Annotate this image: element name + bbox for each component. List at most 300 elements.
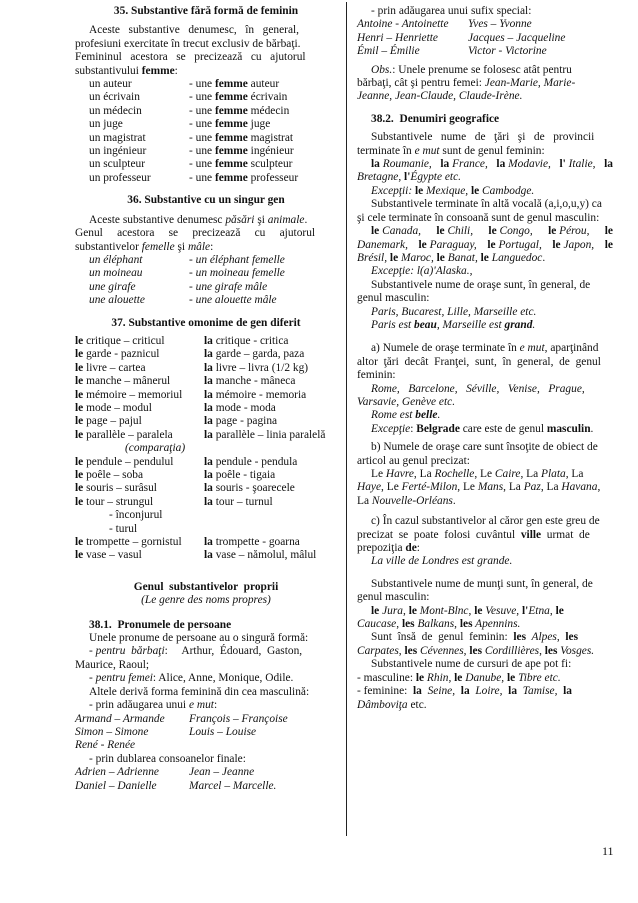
country [488, 225, 532, 238]
text-span: parallèle – paralela [83, 428, 173, 441]
article: le [604, 225, 613, 238]
article: le [555, 604, 564, 617]
article: la [496, 158, 506, 171]
article: le [548, 225, 557, 238]
section-37-title: 37. Substantive omonime de gen diferit [111, 316, 301, 329]
article: la [204, 348, 213, 361]
text-span: manche - mâneca [212, 375, 296, 388]
country [419, 239, 477, 252]
pa5: feminin: [357, 369, 396, 382]
pf4: Dâmboviţa etc. [357, 698, 427, 711]
article: le [488, 225, 497, 238]
country [496, 158, 550, 171]
list-item [75, 429, 337, 442]
text-span: souris - şoarecele [212, 482, 295, 495]
text-span: - une [189, 131, 215, 144]
s382-title: 38.2. Denumiri geografice [371, 112, 500, 125]
s35-intro-d: substantivului femme: [75, 64, 178, 77]
text-span: femme [214, 131, 248, 144]
city-name: Ferté-Milon [401, 481, 458, 494]
text-span: sculpteur [247, 158, 293, 171]
text-span: pendule - pendula [212, 455, 298, 468]
pc2: precizat se poate folosi cuvântul ville urmat de [357, 528, 590, 541]
fem-term [204, 415, 277, 428]
term: un éléphant [89, 253, 143, 266]
name-pair: Yves – Yvonne [468, 18, 532, 31]
p3d: Paris est beau, Marseille est grand. [371, 318, 536, 331]
fem-term [189, 145, 294, 158]
list-item [75, 415, 337, 428]
left-column [75, 0, 337, 793]
article: la [204, 455, 213, 468]
masc-term: un professeur [89, 171, 151, 184]
article: la [440, 158, 450, 171]
country-name: Roumanie, [382, 158, 432, 171]
country [371, 158, 432, 171]
masc-term: un médecin [89, 104, 142, 117]
pc1: c) În cazul substantivelor al căror gen este greu de [371, 515, 600, 528]
article: , Le [381, 481, 402, 494]
article: le [75, 536, 84, 549]
masc-term: un sculpteur [89, 158, 145, 171]
s36-intro-b: Genul acestora se precizează cu ajutorul [75, 227, 316, 240]
fem-country-line-2: Bretagne, l'Égypte etc. [357, 171, 461, 184]
text-span: pendule – pendulul [83, 455, 174, 468]
article: , Le [457, 481, 478, 494]
pb-line-3: La Nouvelle-Orléans. [357, 494, 456, 507]
article: le [75, 415, 84, 428]
article: le [389, 251, 399, 264]
name-pair: Simon – Simone [75, 725, 149, 738]
s381-list-a [75, 713, 337, 753]
list-item [89, 78, 337, 91]
article: le [75, 549, 84, 562]
article: le [474, 604, 483, 617]
country-name: Congo, [499, 225, 533, 238]
list-item [357, 32, 613, 45]
pa4: altor ţări decât Franţei, sunt, în general, de genul [357, 355, 601, 368]
pc4: La ville de Londres est grande. [371, 555, 513, 568]
list-item [75, 739, 337, 752]
text-span: femme [214, 158, 248, 171]
text-span: - une [189, 91, 215, 104]
text-span: ingénieur [247, 145, 294, 158]
article: , La [565, 468, 584, 480]
list-item [89, 267, 337, 280]
exception-1: Excepţii: le Mexique, le Cambodge. [371, 184, 535, 197]
s381-emut: - prin adăugarea unui e mut: [89, 699, 218, 712]
obs-line-2: bărbaţi, cât şi pentru femei: Jean-Marie, Marie- [357, 77, 576, 90]
s381-masc-cont: Maurice, Raoul; [75, 658, 150, 671]
masc-term [75, 335, 204, 348]
masc-term [75, 402, 204, 415]
country-name: France, [452, 158, 488, 171]
pe2: Carpates, les Cévennes, les Cordillières, les Vosges. [357, 644, 595, 657]
country [548, 225, 589, 238]
gen-title: Genul substantivelor proprii [133, 580, 279, 593]
s37-list [75, 335, 337, 442]
country-name: Banat, [447, 251, 481, 264]
article: le [436, 225, 445, 238]
article: Le [371, 468, 386, 480]
s35-list [75, 78, 337, 185]
text-span: poêle - tigaia [212, 469, 276, 481]
name-pair: François – Françoise [189, 712, 288, 725]
city-name: Paz [523, 481, 541, 494]
country [436, 225, 473, 238]
translation: - un éléphant femelle [189, 253, 285, 266]
text-span: tour – strungul [83, 495, 154, 508]
section-35-title: 35. Substantive fără formă de feminin [113, 5, 299, 17]
article: l' [559, 158, 566, 171]
list-item [75, 713, 337, 726]
pe1: Sunt însă de genul feminin: les Alpes, les [371, 631, 579, 644]
name-pair: Adrien – Adrienne [75, 766, 159, 779]
article: le [75, 375, 84, 388]
text-span: mémoire – memoriul [83, 388, 183, 401]
city-name: Havana [561, 481, 598, 494]
text-span: poêle – soba [83, 469, 144, 481]
s381-masc: - pentru bărbaţi: Arthur, Édouard, Gaston, [89, 645, 303, 658]
fem-term [189, 172, 298, 185]
fem-term [204, 456, 297, 469]
s35-intro-b: profesiuni exercitate în trecut exclusiv de bărbaţi. [75, 37, 301, 50]
column-divider [346, 2, 347, 836]
page-number: 11 [602, 844, 614, 858]
article: la [204, 388, 213, 401]
list-item [75, 362, 337, 375]
p3b: genul masculin: [357, 292, 430, 305]
fem-term [189, 105, 289, 118]
pa9: Excepţie: Belgrade care este de genul masculin. [371, 422, 594, 435]
article: le [75, 361, 84, 374]
name-pair: Jacques – Jacqueline [468, 31, 566, 44]
text-span: femme [214, 171, 248, 184]
country [440, 158, 487, 171]
article: la [604, 158, 613, 171]
country-name: Portugal, [498, 238, 542, 251]
name-pair: Victor - Victorine [468, 45, 547, 58]
masc-term [75, 389, 204, 402]
name-pair: Jean – Jeanne [189, 766, 255, 779]
fem-term [189, 118, 270, 131]
city-name: Caire [494, 468, 521, 480]
fem-term [204, 348, 304, 361]
country [604, 158, 613, 171]
city-name: Rochelle [434, 468, 475, 480]
text-span: - une [189, 104, 215, 117]
fem-term [189, 91, 287, 104]
pd1: Substantivele nume de munţi sunt, în general, de [371, 577, 593, 590]
country-name: Paraguay, [429, 238, 477, 251]
text-span: mode – modul [83, 401, 152, 414]
text-span: livre – cartea [83, 361, 146, 374]
article: la [371, 158, 380, 171]
masc-term [75, 469, 204, 482]
article: , Le [474, 468, 495, 480]
masc-term [75, 415, 204, 428]
text-span: garde - paznicul [83, 348, 160, 361]
city-name: Havre [385, 468, 414, 480]
list-item [89, 91, 337, 104]
city-name: Haye [357, 481, 382, 494]
article: le [408, 604, 417, 617]
name-pair: Henri – Henriette [357, 31, 438, 44]
term: un moineau [89, 267, 143, 280]
list-item [89, 132, 337, 145]
s381-title: 38.1. Pronumele de persoane [89, 618, 232, 631]
list-item [89, 281, 337, 294]
text-span: - une [189, 118, 215, 131]
p3a: Substantivele nume de oraşe sunt, în general, de [371, 278, 591, 291]
pd-line-1: le Jura, le Mont-Blnc, le Vesuve, l'Etna, le [371, 604, 564, 617]
text-span: femme [214, 145, 248, 158]
city-name: Plata [541, 468, 566, 480]
list-item [75, 348, 337, 361]
country [487, 239, 541, 252]
fem-term [204, 362, 308, 375]
country-name: Brésil, [357, 251, 390, 264]
fem-term [204, 549, 316, 562]
list-item [75, 375, 337, 388]
text-span: professeur [247, 171, 299, 184]
text-span: magistrat [247, 131, 294, 144]
pb1: b) Numele de oraşe care sunt însoţite de obiect de [371, 441, 598, 454]
s35-intro-c: Femininul acestora se precizează cu ajutorul [75, 51, 306, 64]
pf2: - masculine: le Rhin, le Danube, le Tibre etc. [357, 671, 561, 684]
country-name: Pérou, [559, 225, 590, 238]
masc-term: un auteur [89, 78, 132, 91]
article: , La [540, 481, 562, 494]
masc-term [75, 348, 204, 361]
text-span: - une [189, 171, 215, 184]
s381-other: Altele derivă forma feminină din cea masculină: [89, 685, 310, 698]
list-item [75, 389, 337, 402]
article: le [75, 469, 84, 481]
masc-country-line-1 [357, 225, 613, 238]
text-span: femme [214, 78, 248, 91]
text-span: vase – vasul [83, 549, 142, 562]
translation: - un moineau femelle [189, 267, 285, 280]
masc-term [75, 536, 204, 549]
suffix-list [357, 18, 613, 58]
masc-term [75, 482, 204, 495]
country [552, 239, 594, 252]
text-span: souris – surâsul [83, 482, 157, 495]
term: une alouette [89, 294, 145, 307]
country [357, 239, 408, 252]
pa8: Rome est belle. [371, 409, 441, 422]
gen-subtitle: (Le genre des noms propres) [141, 594, 271, 607]
text-span: critique - critica [212, 334, 289, 347]
text-span: femme [214, 118, 248, 131]
country-name: Italie, [568, 158, 596, 171]
text-span: mode - moda [212, 401, 276, 414]
country-name: Canada, [382, 225, 422, 238]
article: le [75, 455, 84, 468]
article: la [204, 536, 213, 549]
s381-list-b [75, 766, 337, 793]
name-pair: Antoine - Antoinette [357, 18, 449, 31]
article: l' [522, 604, 529, 617]
text-span: femme [214, 104, 248, 117]
s381-intro: Unele pronume de persoane au o singură formă: [89, 632, 309, 645]
article: le [371, 604, 380, 617]
mountain-name: Jura [382, 604, 403, 617]
section-36-title: 36. Substantive cu un singur gen [127, 194, 285, 207]
pd2: genul masculin: [357, 591, 430, 604]
article: , La [413, 468, 435, 480]
s37-tour-b: - turul [109, 522, 138, 535]
text-span: auteur [247, 78, 280, 91]
p2a: Substantivele terminate în altă vocală (a,i,o,u,y) ca [371, 198, 602, 211]
article: le [75, 388, 84, 401]
list-item [75, 726, 337, 739]
fem-term [204, 536, 300, 549]
article: , [597, 481, 601, 494]
list-item [89, 105, 337, 118]
list-item [75, 482, 337, 495]
masc-country-line-3: Brésil, le Maroc, le Banat, le Languedoc. [357, 251, 546, 264]
obs-line-3: Jeanne, Jean-Claude, Claude-Irène. [357, 90, 523, 103]
list-item [75, 335, 337, 348]
text-span: page - pagina [212, 415, 278, 428]
text-span: garde – garda, paza [212, 348, 305, 361]
s35-intro-a: Aceste substantive denumesc, în general, [89, 24, 300, 37]
article: le [552, 238, 561, 251]
p2b: şi cele terminate în consoană sunt de genul masculin: [357, 211, 600, 224]
pb-line-2 [357, 481, 613, 494]
pa1: a) Numele de oraşe terminate în e mut, aparţinând [371, 342, 599, 355]
article: le [371, 225, 380, 238]
mountain-name: Vesuve [485, 604, 517, 617]
text-span: mémoire - memoria [212, 388, 307, 401]
pc3: prepoziţia de: [357, 542, 420, 555]
masc-country-line-2 [357, 239, 613, 252]
text-span: parallèle – linia paralelă [212, 428, 326, 441]
fem-country-line-1 [357, 158, 613, 171]
name-pair: Émil – Émilie [357, 45, 420, 58]
article: la [204, 428, 213, 441]
country-name: Danemark, [357, 238, 408, 251]
text-span: manche – mânerul [83, 375, 171, 388]
text-span: livre – livra (1/2 kg) [212, 361, 309, 374]
pb2: articol au genul precizat: [357, 454, 470, 467]
s37-list-3 [75, 536, 337, 563]
text-span: page – pajul [83, 415, 142, 428]
article: le [480, 251, 489, 264]
list-item [357, 18, 613, 31]
fem-term [204, 389, 306, 402]
list-item [75, 456, 337, 469]
list-item [75, 496, 337, 509]
fem-term [204, 429, 325, 442]
s37-tour-a: - înconjurul [109, 509, 163, 522]
list-item [89, 294, 337, 307]
s381-double: - prin dublarea consoanelor finale: [89, 752, 246, 765]
fem-term [204, 496, 273, 509]
article: le [75, 495, 84, 508]
name-pair: Daniel – Danielle [75, 779, 157, 792]
s382-p1b: terminate în e mut sunt de genul feminin: [357, 144, 545, 157]
masc-term: un écrivain [89, 91, 140, 104]
text-span: trompette - goarna [212, 536, 300, 549]
city-name: Mans [477, 481, 504, 494]
s36-list [75, 254, 337, 308]
list-item [75, 402, 337, 415]
s37-list-2 [75, 456, 337, 510]
article: le [436, 251, 445, 264]
article: , La [520, 468, 541, 480]
country-name: Languedoc [491, 251, 543, 264]
list-item [89, 118, 337, 131]
text-span: - une [189, 158, 215, 171]
masc-term [75, 549, 204, 562]
fem-term [204, 482, 295, 495]
country-name: Japon, [563, 238, 595, 251]
article: le [75, 428, 84, 441]
list-item [75, 536, 337, 549]
text-span: - une [189, 78, 215, 91]
article: le [487, 238, 496, 251]
right-column [357, 0, 613, 712]
s37-comparatia: (comparaţia) [125, 442, 186, 455]
pa7: Varsavie, Genève etc. [357, 395, 456, 408]
s36-intro-c: substantivelor femelle şi mâle: [75, 240, 214, 253]
name-pair: Louis – Louise [189, 725, 257, 738]
text-span: - une [189, 145, 215, 158]
text-span: juge [247, 118, 271, 131]
fem-term [204, 469, 275, 482]
masc-term [75, 496, 204, 509]
article: la [204, 361, 213, 374]
translation: - une girafe mâle [189, 280, 268, 293]
mountain-name: Mont-Blnc [419, 604, 469, 617]
name-pair: René - Renée [75, 739, 136, 752]
article: la [204, 495, 213, 508]
article: la [204, 334, 213, 347]
fem-term [189, 158, 292, 171]
fem-term [189, 78, 279, 91]
mountain-name: Etna [528, 604, 550, 617]
fem-term [204, 402, 276, 415]
article: la [204, 401, 213, 414]
country-name: Modavie, [508, 158, 551, 171]
translation: - une alouette mâle [189, 294, 277, 307]
masc-term [75, 456, 204, 469]
article: la [204, 482, 213, 495]
text-span: vase – nămolul, mâlul [212, 549, 317, 562]
article: la [204, 375, 213, 388]
country-name: Maroc, [401, 251, 437, 264]
s381-fem: - pentru femei: Alice, Anne, Monique, Odile. [89, 672, 294, 685]
fem-term [204, 375, 295, 388]
article: le [75, 334, 84, 347]
article: la [204, 415, 213, 428]
country [605, 225, 613, 238]
article: le [75, 348, 84, 361]
article: la [204, 469, 213, 481]
article: le [418, 238, 427, 251]
article: le [604, 238, 613, 251]
name-pair: Armand – Armande [75, 712, 165, 725]
text-span: critique – criticul [83, 334, 165, 347]
pb-line-1 [357, 468, 613, 481]
list-item [89, 145, 337, 158]
pf1: Substantivele nume de cursuri de ape pot fi: [371, 658, 572, 671]
list-item [357, 45, 613, 58]
list-item [89, 172, 337, 185]
